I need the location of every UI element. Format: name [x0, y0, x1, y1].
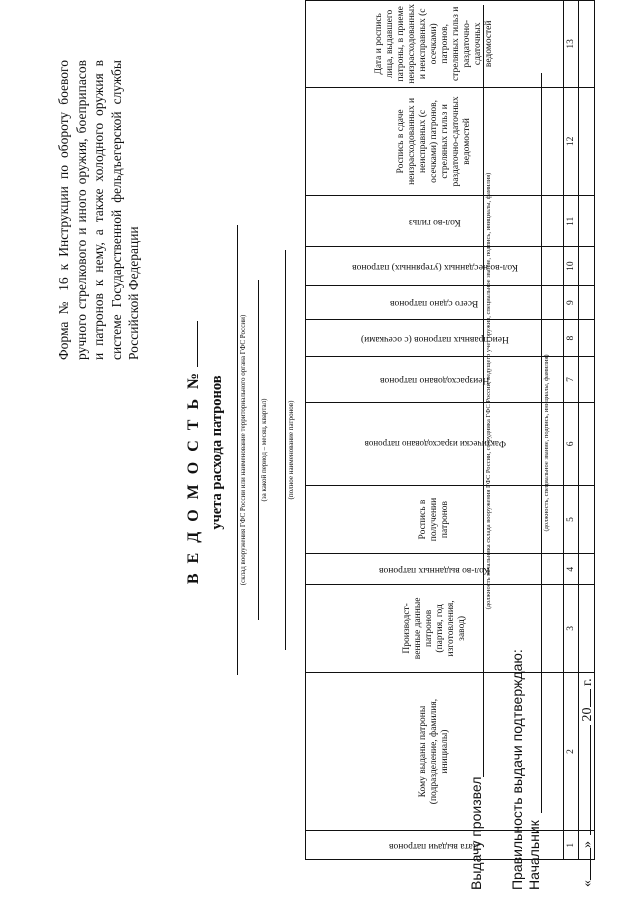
column-number: 1 — [564, 831, 579, 860]
column-number: 11 — [564, 196, 579, 247]
year-blank — [590, 690, 591, 708]
column-header: Роспись в получении патронов — [306, 485, 564, 554]
month-blank — [590, 725, 591, 835]
column-header: Неизрасходовано патронов — [306, 356, 564, 402]
column-number-row — [564, 1, 579, 860]
column-header: Дата выдачи патронов — [306, 831, 564, 860]
day-blank — [590, 848, 591, 880]
column-header: Фактически израсходовано патронов — [306, 403, 564, 486]
column-header: Производст-венные данные патронов (партия, год изготовления, завод) — [306, 585, 564, 673]
column-header: Роспись в сдаче неизрасходованных и неисправных (с осечками) патронов, стреляных гильз и раздаточно-сдаточных ведомостей — [306, 87, 564, 196]
document-title: В Е Д О М О С Т Ь № — [185, 0, 203, 905]
column-header: Всего сдано патронов — [306, 285, 564, 320]
cartridge-name-line — [285, 250, 286, 650]
cartridge-table — [305, 0, 595, 860]
column-number: 3 — [564, 585, 579, 673]
column-header: Кому выданы патроны (подразделение, фамилия, инициалы) — [306, 672, 564, 831]
warehouse-line — [237, 225, 238, 675]
column-header: Кол-во выданных патронов — [306, 554, 564, 585]
column-number: 12 — [564, 87, 579, 196]
number-blank — [197, 321, 198, 367]
column-header: Дата и роспись лица, выдавшего патроны, в приеме неизрасходованных и неисправных (с осечками) патронов, стреляных гильз и раздаточно-сдаточных ведомостей — [306, 1, 564, 88]
order-reference-text: Форма № 16 к Инструкции по обороту боевого ручного стрелкового и иного оружия, боеприпасов и патронов к нему, а также холодного оружия в системе Государственной фельдъегерской службы Российской Федерации — [56, 60, 141, 360]
period-line — [258, 280, 259, 620]
column-header: Кол-во гильз — [306, 196, 564, 247]
cartridge-name-caption: (полное наименование патронов) — [287, 400, 295, 500]
confirm-label: Правильность выдачи подтверждаю: — [509, 649, 525, 890]
chief-caption: (должность, специальное звание, подпись, инициалы, фамилия) — [543, 354, 550, 532]
document-subtitle: учета расхода патронов — [209, 375, 225, 530]
period-caption: (за какой период – месяц, квартал) — [260, 398, 268, 502]
warehouse-caption: (склад вооружения ГФС России или наименование территориального органа ГФС России) — [239, 314, 247, 586]
column-number: 4 — [564, 554, 579, 585]
column-number: 8 — [564, 320, 579, 356]
chief-label: Начальник — [526, 820, 542, 890]
column-number: 7 — [564, 356, 579, 402]
column-number: 10 — [564, 247, 579, 285]
column-number: 9 — [564, 285, 579, 320]
column-number: 6 — [564, 403, 579, 486]
column-number: 13 — [564, 1, 579, 88]
issued-by-label: Выдачу произвел — [468, 776, 484, 890]
column-header: Кол-во несданных (утерянных) патронов — [306, 247, 564, 285]
column-header: Неисправных патронов (с осечками) — [306, 320, 564, 356]
column-number: 2 — [564, 672, 579, 831]
issued-by-line — [483, 5, 484, 777]
signature-date: «» 20 г. — [580, 678, 595, 887]
chief-line — [541, 73, 542, 813]
issued-by-caption: (должность начальника склада вооружения ГФС России, сотрудника ГФС России, ведущего учет оружия, специальное звание, подпись, инициалы, фамилия) — [485, 172, 492, 610]
column-number: 5 — [564, 485, 579, 554]
